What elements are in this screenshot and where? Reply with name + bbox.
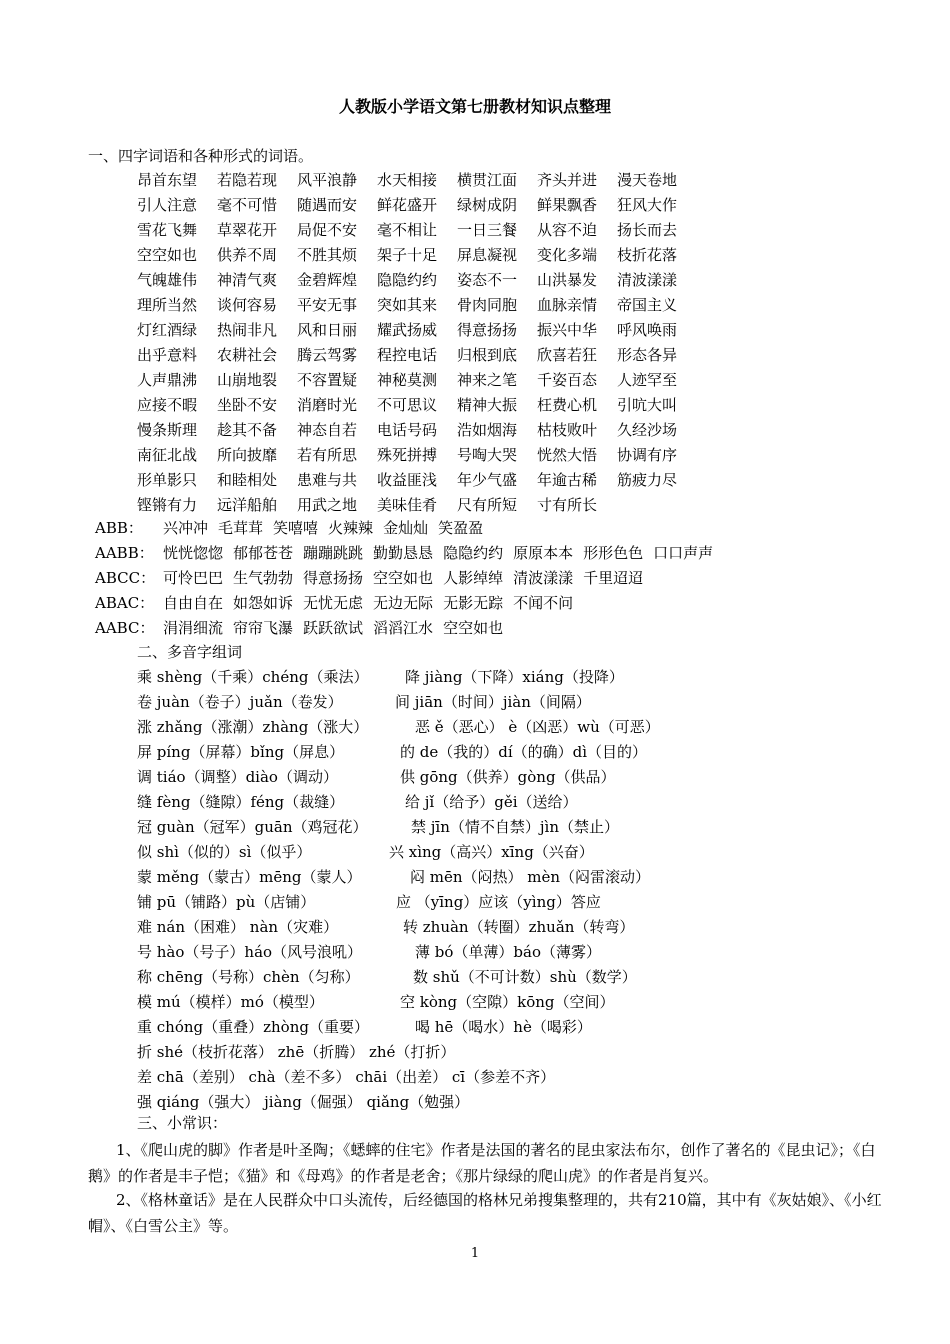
idiom-word: 屏息凝视	[457, 246, 518, 264]
idiom-word: 风和日丽	[297, 321, 358, 339]
pattern-word: 如怨如诉	[233, 594, 294, 612]
section1-heading: 一、四字词语和各种形式的词语。	[88, 147, 314, 165]
idiom-word: 昂首东望	[137, 171, 198, 189]
idiom-word: 精神大振	[457, 396, 518, 414]
idiom-word: 清波漾漾	[617, 271, 678, 289]
idiom-word: 帝国主义	[617, 296, 678, 314]
idiom-word: 殊死拼搏	[377, 446, 438, 464]
polyphone-right: 给 jǐ（给予）gěi（送给）	[405, 793, 578, 811]
polyphone-left: 蒙 měng（蒙古）mēng（蒙人）	[137, 868, 362, 886]
pattern-word: 帘帘飞瀑	[233, 619, 294, 637]
idiom-word: 尺有所短	[457, 496, 518, 514]
polyphone-right: 数 shǔ（不可计数）shù（数学）	[413, 968, 637, 986]
polyphone-left: 难 nán（困难） nàn（灾难）	[137, 918, 339, 936]
idiom-word: 浩如烟海	[457, 421, 518, 439]
polyphone-right: 应 （yīng）应该（yìng）答应	[396, 893, 601, 911]
pattern-row	[95, 617, 513, 638]
idiom-word: 隐隐约约	[377, 271, 438, 289]
idiom-word: 归根到底	[457, 346, 518, 364]
polyphone-left: 缝 fèng（缝隙）féng（裁缝）	[137, 793, 345, 811]
section3-heading: 三、小常识：	[137, 1114, 228, 1132]
idiom-word: 寸有所长	[537, 496, 598, 514]
idiom-word: 电话号码	[377, 421, 438, 439]
idiom-word: 形态各异	[617, 346, 678, 364]
section2-heading: 二、多音字组词	[137, 643, 243, 661]
pattern-word: 生气勃勃	[233, 569, 294, 587]
pattern-word: 原原本本	[513, 544, 574, 562]
idiom-word: 慢条斯理	[137, 421, 198, 439]
idiom-row	[137, 394, 697, 415]
idiom-word: 消磨时光	[297, 396, 358, 414]
idiom-word: 久经沙场	[617, 421, 678, 439]
idiom-word: 患难与共	[297, 471, 358, 489]
idiom-row	[137, 169, 697, 190]
idiom-word: 变化多端	[537, 246, 598, 264]
idiom-word: 神清气爽	[217, 271, 278, 289]
idiom-row	[137, 319, 697, 340]
polyphone-right: 的 de（我的）dí（的确）dì（目的）	[400, 743, 648, 761]
pattern-word: 毛茸茸	[218, 519, 264, 537]
idiom-word: 水天相接	[377, 171, 438, 189]
knowledge-paragraph-1: 1、《爬山虎的脚》作者是叶圣陶；《蟋蟀的住宅》作者是法国的著名的昆虫家法布尔，创作了著名的《昆虫记》；《白鹅》的作者是丰子恺；《猫》和《母鸡》的作者是老舍；《那片绿绿的爬山虎》的作者是肖复兴。	[88, 1141, 876, 1185]
idiom-word: 漫天卷地	[617, 171, 678, 189]
idiom-word: 铿锵有力	[137, 496, 198, 514]
idiom-word: 骨肉同胞	[457, 296, 518, 314]
polyphone-right: 薄 bó（单薄）báo（薄雾）	[415, 943, 601, 961]
polyphone-right: 恶 ě（恶心） è（凶恶）wù（可恶）	[415, 718, 660, 736]
polyphone-right: 禁 jīn（情不自禁）jìn（禁止）	[411, 818, 619, 836]
idiom-row	[137, 269, 697, 290]
polyphone-left: 铺 pū（铺路）pù（店铺）	[137, 893, 316, 911]
pattern-word: 兴冲冲	[163, 519, 209, 537]
idiom-word: 腾云驾雾	[297, 346, 358, 364]
pattern-word: 蹦蹦跳跳	[303, 544, 364, 562]
pattern-word: 得意扬扬	[303, 569, 364, 587]
idiom-row	[137, 294, 697, 315]
idiom-word: 引人注意	[137, 196, 198, 214]
pattern-row	[95, 517, 493, 538]
pattern-word: 恍恍惚惚	[163, 544, 224, 562]
idiom-word: 程控电话	[377, 346, 438, 364]
idiom-word: 欣喜若狂	[537, 346, 598, 364]
idiom-row	[137, 444, 697, 465]
pattern-word: 笑盈盈	[438, 519, 484, 537]
idiom-word: 协调有序	[617, 446, 678, 464]
idiom-row	[137, 494, 617, 515]
polyphone-left: 称 chēng（号称）chèn（匀称）	[137, 968, 360, 986]
pattern-word: 金灿灿	[383, 519, 429, 537]
pattern-word: 涓涓细流	[163, 619, 224, 637]
polyphone-right: 喝 hē（喝水）hè（喝彩）	[415, 1018, 592, 1036]
pattern-word: 可怜巴巴	[163, 569, 224, 587]
polyphone-left: 差 chā（差别） chà（差不多） chāi（出差） cī（参差不齐）	[137, 1068, 556, 1086]
pattern-word: 人影绰绰	[443, 569, 504, 587]
idiom-word: 美味佳肴	[377, 496, 438, 514]
polyphone-right: 闷 mēn（闷热） mèn（闷雷滚动）	[410, 868, 651, 886]
idiom-word: 金碧辉煌	[297, 271, 358, 289]
pattern-word: 不闻不问	[513, 594, 574, 612]
idiom-word: 和睦相处	[217, 471, 278, 489]
idiom-word: 农耕社会	[217, 346, 278, 364]
idiom-word: 草翠花开	[217, 221, 278, 239]
pattern-word: 清波漾漾	[513, 569, 574, 587]
pattern-word: 千里迢迢	[583, 569, 644, 587]
idiom-word: 若有所思	[297, 446, 358, 464]
idiom-word: 年少气盛	[457, 471, 518, 489]
idiom-word: 架子十足	[377, 246, 438, 264]
polyphone-left: 卷 juàn（卷子）juǎn（卷发）	[137, 693, 343, 711]
idiom-word: 趁其不备	[217, 421, 278, 439]
idiom-row	[137, 344, 697, 365]
idiom-word: 狂风大作	[617, 196, 678, 214]
idiom-word: 局促不安	[297, 221, 358, 239]
idiom-word: 随遇而安	[297, 196, 358, 214]
idiom-word: 用武之地	[297, 496, 358, 514]
polyphone-left: 冠 guàn（冠军）guān（鸡冠花）	[137, 818, 368, 836]
idiom-word: 枉费心机	[537, 396, 598, 414]
polyphone-left: 模 mú（模样）mó（模型）	[137, 993, 324, 1011]
idiom-word: 姿态不一	[457, 271, 518, 289]
polyphone-right: 兴 xìng（高兴）xīng（兴奋）	[389, 843, 594, 861]
polyphone-left: 乘 shèng（千乘）chéng（乘法）	[137, 668, 369, 686]
idiom-word: 山洪暴发	[537, 271, 598, 289]
pattern-word: 形形色色	[583, 544, 644, 562]
idiom-word: 绿树成阴	[457, 196, 518, 214]
pattern-word: 笑嘻嘻	[273, 519, 319, 537]
pattern-label: ABAC：	[95, 594, 155, 612]
idiom-word: 灯红酒绿	[137, 321, 198, 339]
idiom-word: 神来之笔	[457, 371, 518, 389]
pattern-label: ABB：	[95, 519, 143, 537]
pattern-word: 无边无际	[373, 594, 434, 612]
idiom-word: 供养不周	[217, 246, 278, 264]
polyphone-right: 转 zhuàn（转圈）zhuǎn（转弯）	[403, 918, 635, 936]
idiom-word: 远洋船舶	[217, 496, 278, 514]
polyphone-right: 空 kòng（空隙）kōng（空间）	[400, 993, 615, 1011]
polyphone-left: 似 shì（似的）sì（似乎）	[137, 843, 312, 861]
pattern-word: 滔滔江水	[373, 619, 434, 637]
idiom-word: 所向披靡	[217, 446, 278, 464]
pattern-label: AABB：	[95, 544, 154, 562]
idiom-word: 出乎意料	[137, 346, 198, 364]
idiom-word: 得意扬扬	[457, 321, 518, 339]
idiom-word: 收益匪浅	[377, 471, 438, 489]
polyphone-left: 强 qiáng（强大） jiàng（倔强） qiǎng（勉强）	[137, 1093, 470, 1111]
pattern-word: 隐隐约约	[443, 544, 504, 562]
idiom-word: 空空如也	[137, 246, 198, 264]
knowledge-paragraph-2: 2、《格林童话》是在人民群众中口头流传，后经德国的格林兄弟搜集整理的，共有210篇，其中有《灰姑娘》、《小红帽》、《白雪公主》等。	[88, 1191, 882, 1235]
pattern-word: 自由自在	[163, 594, 224, 612]
polyphone-right: 降 jiàng（下降）xiáng（投降）	[405, 668, 624, 686]
idiom-word: 应接不暇	[137, 396, 198, 414]
idiom-word: 若隐若现	[217, 171, 278, 189]
page-number: 1	[470, 1246, 480, 1261]
idiom-word: 神秘莫测	[377, 371, 438, 389]
pattern-label: ABCC：	[95, 569, 156, 587]
idiom-row	[137, 419, 697, 440]
idiom-word: 人声鼎沸	[137, 371, 198, 389]
idiom-word: 枯枝败叶	[537, 421, 598, 439]
polyphone-right: 供 gōng（供养）gòng（供品）	[400, 768, 616, 786]
idiom-word: 山崩地裂	[217, 371, 278, 389]
idiom-word: 不可思议	[377, 396, 438, 414]
idiom-word: 恍然大悟	[537, 446, 598, 464]
idiom-word: 鲜果飘香	[537, 196, 598, 214]
idiom-row	[137, 194, 697, 215]
idiom-word: 热闹非凡	[217, 321, 278, 339]
pattern-row	[95, 567, 653, 588]
polyphone-left: 涨 zhǎng（涨潮）zhàng（涨大）	[137, 718, 369, 736]
pattern-row	[95, 542, 723, 563]
idiom-word: 毫不相让	[377, 221, 438, 239]
pattern-word: 火辣辣	[328, 519, 374, 537]
idiom-row	[137, 244, 697, 265]
idiom-word: 扬长而去	[617, 221, 678, 239]
idiom-word: 坐卧不安	[217, 396, 278, 414]
idiom-word: 神态自若	[297, 421, 358, 439]
idiom-row	[137, 469, 697, 490]
idiom-word: 突如其来	[377, 296, 438, 314]
polyphone-left: 号 hào（号子）háo（风号浪吼）	[137, 943, 363, 961]
idiom-word: 号啕大哭	[457, 446, 518, 464]
idiom-word: 不胜其烦	[297, 246, 358, 264]
idiom-row	[137, 369, 697, 390]
idiom-word: 筋疲力尽	[617, 471, 678, 489]
polyphone-right: 间 jiān（时间）jiàn（间隔）	[395, 693, 591, 711]
idiom-word: 从容不迫	[537, 221, 598, 239]
idiom-word: 不容置疑	[297, 371, 358, 389]
pattern-word: 空空如也	[443, 619, 504, 637]
idiom-word: 血脉亲情	[537, 296, 598, 314]
pattern-row	[95, 592, 583, 613]
idiom-word: 年逾古稀	[537, 471, 598, 489]
idiom-word: 南征北战	[137, 446, 198, 464]
pattern-word: 跃跃欲试	[303, 619, 364, 637]
idiom-word: 风平浪静	[297, 171, 358, 189]
idiom-word: 雪花飞舞	[137, 221, 198, 239]
polyphone-left: 折 shé（枝折花落） zhē（折腾） zhé（打折）	[137, 1043, 456, 1061]
idiom-word: 平安无事	[297, 296, 358, 314]
idiom-word: 鲜花盛开	[377, 196, 438, 214]
idiom-word: 人迹罕至	[617, 371, 678, 389]
idiom-word: 气魄雄伟	[137, 271, 198, 289]
polyphone-left: 调 tiáo（调整）diào（调动）	[137, 768, 338, 786]
idiom-word: 形单影只	[137, 471, 198, 489]
pattern-word: 无忧无虑	[303, 594, 364, 612]
pattern-label: AABC：	[95, 619, 155, 637]
pattern-word: 口口声声	[653, 544, 714, 562]
idiom-word: 呼风唤雨	[617, 321, 678, 339]
idiom-row	[137, 219, 697, 240]
pattern-word: 勤勤恳恳	[373, 544, 434, 562]
idiom-word: 毫不可惜	[217, 196, 278, 214]
idiom-word: 谈何容易	[217, 296, 278, 314]
idiom-word: 一日三餐	[457, 221, 518, 239]
idiom-word: 千姿百态	[537, 371, 598, 389]
idiom-word: 齐头并进	[537, 171, 598, 189]
pattern-word: 郁郁苍苍	[233, 544, 294, 562]
document-title: 人教版小学语文第七册教材知识点整理	[338, 97, 611, 116]
idiom-word: 横贯江面	[457, 171, 518, 189]
polyphone-left: 重 chóng（重叠）zhòng（重要）	[137, 1018, 369, 1036]
idiom-word: 引吭大叫	[617, 396, 678, 414]
idiom-word: 振兴中华	[537, 321, 598, 339]
pattern-word: 无影无踪	[443, 594, 504, 612]
pattern-word: 空空如也	[373, 569, 434, 587]
polyphone-left: 屏 píng（屏幕）bǐng（屏息）	[137, 743, 345, 761]
idiom-word: 枝折花落	[617, 246, 678, 264]
idiom-word: 耀武扬威	[377, 321, 438, 339]
idiom-word: 理所当然	[137, 296, 198, 314]
